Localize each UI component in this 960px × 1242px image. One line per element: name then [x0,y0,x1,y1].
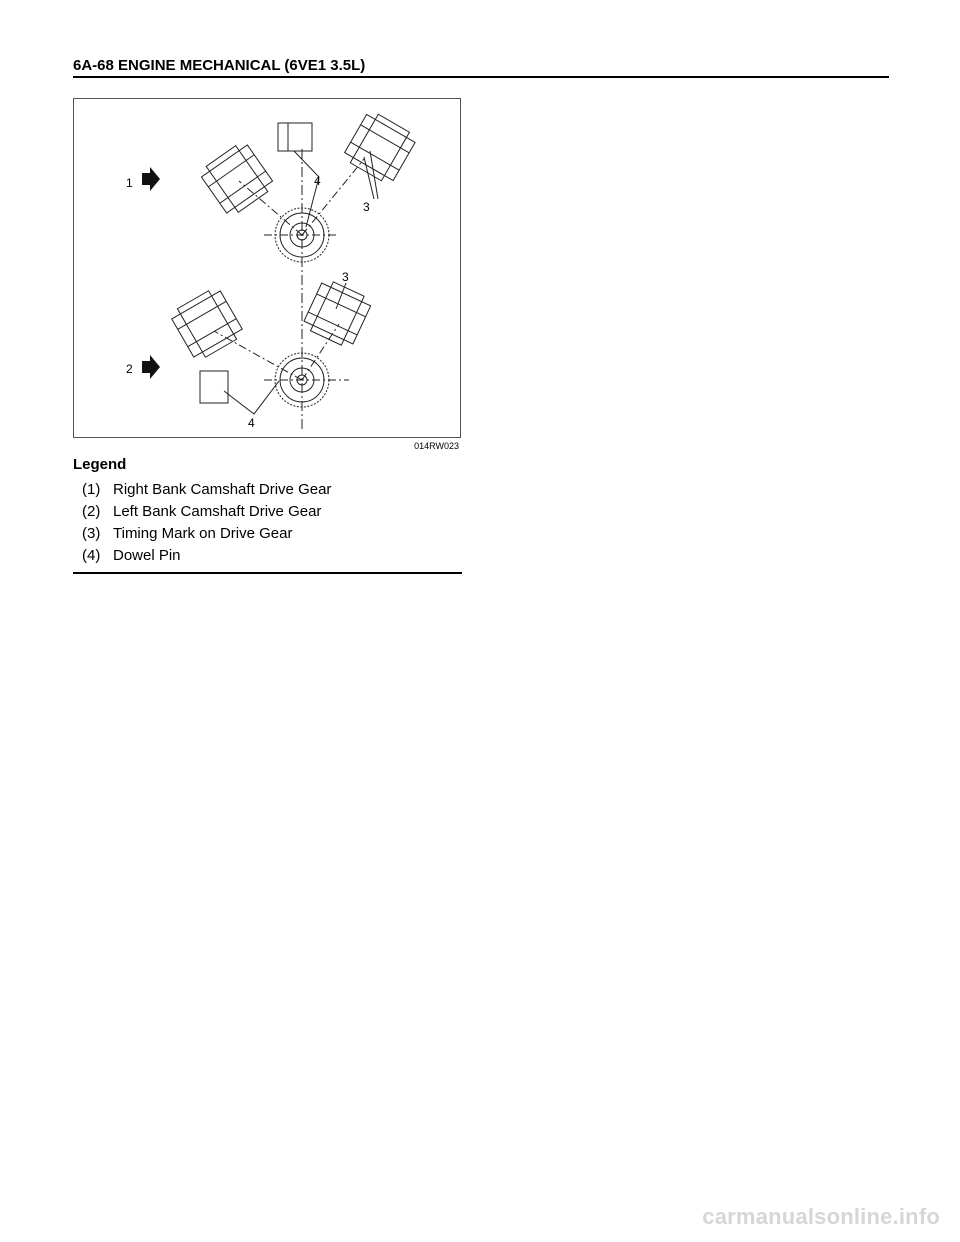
watermark-text: carmanualsonline.info [702,1204,940,1229]
legend-item [73,545,461,567]
header-rule [73,76,889,78]
top-right-cam-body [345,114,415,180]
bottom-left-centerline [214,331,302,380]
top-leader-4 [294,151,319,227]
bottom-leader-4 [224,381,279,414]
top-left-cam-body [201,145,272,213]
legend-item-number: (3) [82,525,101,542]
legend-item-number: (4) [82,547,101,564]
bottom-right-centerline [302,324,339,380]
gear-diagram-svg [74,99,462,439]
bottom-left-cam-body [172,291,242,357]
legend-rule [73,572,462,574]
callout-bottom-3: 3 [342,270,349,284]
callout-2: 2 [126,362,133,376]
legend-item-number: (2) [82,503,101,520]
callout-top-4: 4 [314,174,321,188]
callout-top-3: 3 [363,200,370,214]
legend-title: Legend [73,456,127,473]
legend-item-text: Left Bank Camshaft Drive Gear [113,503,322,520]
bottom-right-cam-body [304,283,371,344]
legend-item-text: Timing Mark on Drive Gear [113,525,293,542]
bottom-dowel-block [200,371,228,403]
callout-1: 1 [126,176,133,190]
arrow-1-icon [142,167,160,191]
callout-bottom-4: 4 [248,416,255,430]
legend-item [73,523,461,545]
top-right-centerline [302,159,364,235]
page-header-title: 6A-68 ENGINE MECHANICAL (6VE1 3.5L) [73,57,366,74]
legend-list [73,479,461,567]
figure-code: 014RW023 [414,441,459,451]
legend-item [73,501,461,523]
arrow-2-icon [142,355,160,379]
top-dowel-block [278,123,312,151]
legend-item-text: Dowel Pin [113,547,181,564]
camshaft-gear-illustration [73,98,461,438]
legend-item-number: (1) [82,481,101,498]
legend-item-text: Right Bank Camshaft Drive Gear [113,481,332,498]
legend-item [73,479,461,501]
